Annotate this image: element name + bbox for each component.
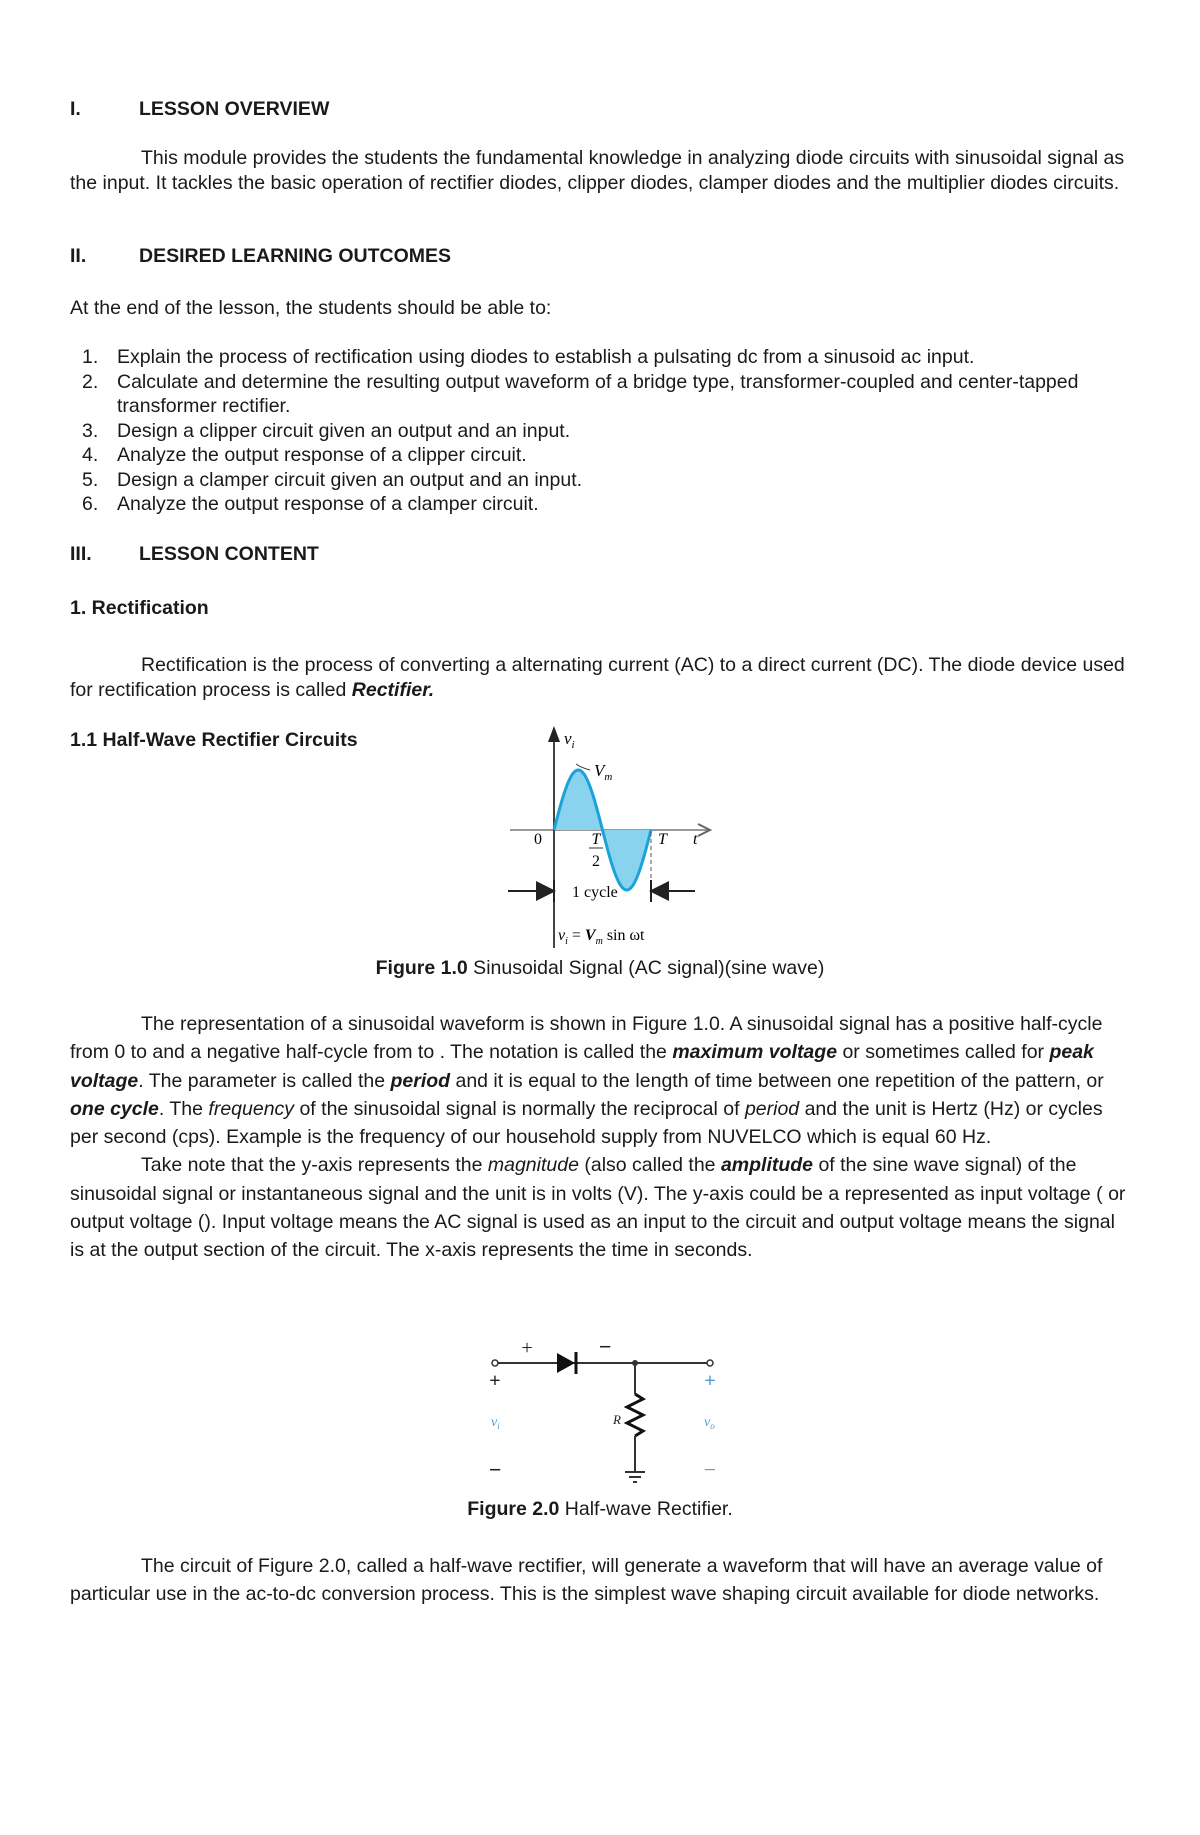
t-axis-label: t xyxy=(693,831,698,848)
input-plus-label: + xyxy=(489,1370,501,1392)
list-item: 3. Design a clipper circuit given an output and an input. xyxy=(82,419,571,442)
rectifier-term: Rectifier. xyxy=(351,678,435,701)
vm-label: $V_m$ xyxy=(594,761,613,783)
sine-wave-figure xyxy=(500,720,720,955)
sine-equation: $v_i = V_m$ sin ωt xyxy=(558,927,645,947)
diode-plus-label: + xyxy=(521,1337,533,1359)
list-item: 5. Design a clamper circuit given an output and an input. xyxy=(82,468,583,491)
output-voltage-label: $v_o$ xyxy=(704,1415,715,1431)
list-item: 4. Analyze the output response of a clipper circuit. xyxy=(82,444,527,466)
halfwave-heading: 1.1 Half-Wave Rectifier Circuits xyxy=(70,729,358,751)
zero-label: 0 xyxy=(534,831,542,848)
output-terminal xyxy=(707,1360,713,1366)
section-heading-overview xyxy=(70,98,670,122)
resistor-icon xyxy=(627,1394,643,1436)
section-number: I. xyxy=(70,98,81,120)
outcomes-intro: At the end of the lesson, the students should be able to: xyxy=(70,297,552,319)
section-title: DESIRED LEARNING OUTCOMES xyxy=(139,245,452,267)
diode-minus-label: − xyxy=(598,1334,612,1359)
t-half-denominator: 2 xyxy=(592,853,600,870)
y-axis-arrow-icon xyxy=(548,726,560,742)
t-full-label: T xyxy=(658,831,667,848)
diode-icon xyxy=(557,1353,575,1373)
overview-text: This module provides the students the fundamental knowledge in analyzing diode circuits with sinusoidal signal as the input. It tackles the basic operation of rectifier diodes, clipper diodes, clamper diodes and the multiplier diodes circuits. xyxy=(70,147,1125,194)
section-heading-outcomes xyxy=(70,245,670,269)
input-terminal xyxy=(492,1360,498,1366)
section-title: LESSON OVERVIEW xyxy=(139,98,330,120)
section-title: LESSON CONTENT xyxy=(139,543,319,565)
input-minus-label: − xyxy=(488,1457,502,1482)
outcomes-list xyxy=(70,345,1130,517)
rectification-heading: 1. Rectification xyxy=(70,597,209,619)
axis-y-label: $v_i$ xyxy=(564,729,575,751)
cycle-label: 1 cycle xyxy=(572,884,618,901)
section-heading-content xyxy=(70,543,670,567)
list-item: 1. Explain the process of rectification using diodes to establish a pulsating dc from a sinusoid ac input. xyxy=(82,346,975,368)
output-minus-label: − xyxy=(703,1457,717,1482)
section-number: II. xyxy=(70,245,87,267)
figure1-caption: Figure 1.0 Sinusoidal Signal (AC signal)(sine wave) xyxy=(375,957,825,979)
input-voltage-label: $v_i$ xyxy=(491,1415,500,1431)
t-half-numerator: T xyxy=(591,831,601,848)
half-wave-rectifier-circuit xyxy=(480,1330,730,1490)
list-item: 6. Analyze the output response of a clamper circuit. xyxy=(82,493,539,515)
section-number: III. xyxy=(70,543,92,565)
resistor-label: R xyxy=(613,1412,621,1427)
half-wave-description: The circuit of Figure 2.0, called a half-wave rectifier, will generate a waveform that will have an average value of particular use in the ac-to-dc conversion process. This is the simplest wave shaping circuit available for diode networks. xyxy=(70,1555,1103,1606)
output-plus-label: + xyxy=(704,1370,716,1392)
sinusoid-description: The representation of a sinusoidal waveform is shown in Figure 1.0. A sinusoidal signal has a positive half-cycle from 0 to and a negative half-cycle from to . The notation is called the maximum voltage or sometimes called for peak voltage. The parameter is called the period and it is equal to the length of time between one repetition of the pattern, or one cycle. The frequency of the sinusoidal signal is normally the reciprocal of period and the unit is Hertz (Hz) or cycles per second (cps). Example is the frequency of our household supply from NUVELCO which is equal 60 Hz. Take note that the y-axis represents the magnitude (also called the amplitude of the sine wave signal) of the sinusoidal signal or instantaneous signal and the unit is in volts (V). The y-axis could be a represented as input voltage ( or output voltage (). Input voltage means the AC signal is used as an input to the circuit and output voltage means the signal is at the output section of the circuit. The x-axis represents the time in seconds. xyxy=(70,1013,1126,1262)
figure2-caption: Figure 2.0 Half-wave Rectifier. xyxy=(467,1498,733,1520)
overview-paragraph xyxy=(70,146,1130,195)
rectification-paragraph: Rectification is the process of converting a alternating current (AC) to a direct current (DC). The diode device used for rectification process is called Rectifier. xyxy=(70,654,1125,701)
list-item: 2. Calculate and determine the resulting output waveform of a bridge type, transformer-coupled and center-tapped transformer rectifier. xyxy=(82,370,1079,417)
